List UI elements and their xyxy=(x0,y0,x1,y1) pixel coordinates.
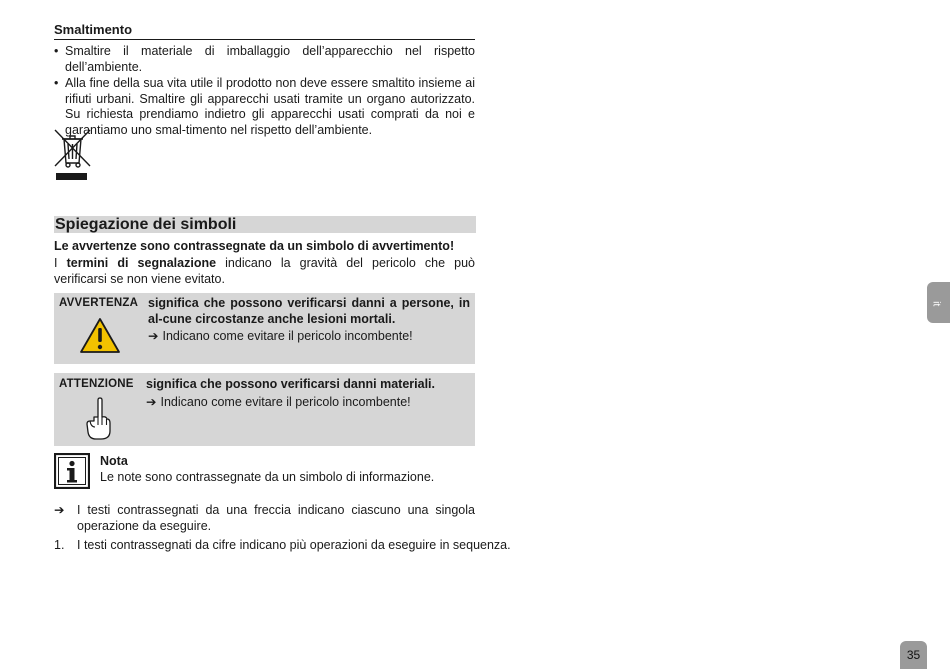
disposal-list xyxy=(54,44,475,139)
list-item: • Alla fine della sua vita utile il prodotto non deve essere smaltito insieme ai rifiuti urbani. Smaltire gli apparecchi usati tramite un organo autorizzato. Su richiesta prendiamo indietro gli apparecchi usati comprati da noi e garantiamo uno smal-timento nel rispetto dell’ambiente. xyxy=(54,76,475,138)
caution-label: ATTENZIONE xyxy=(59,378,134,390)
warning-text: significa che possono verificarsi danni a persone, in al-cune circostanze anche lesioni mortali. xyxy=(148,296,470,326)
caution-instruction-text: Indicano come evitare il pericolo incombente! xyxy=(160,394,411,409)
warning-label: AVVERTENZA xyxy=(59,297,139,309)
arrow-icon: ➔ xyxy=(54,503,65,517)
warning-heading: Le avvertenze sono contrassegnate da un simbolo di avvertimento! xyxy=(54,239,455,253)
arrow-icon: ➔ xyxy=(148,329,159,343)
section-title: Spiegazione dei simboli xyxy=(54,216,476,233)
warning-instruction xyxy=(148,329,470,345)
step-text: I testi contrassegnati da cifre indicano più operazioni da eseguire in sequenza. xyxy=(77,538,511,552)
language-tab[interactable] xyxy=(927,282,950,323)
signal-prefix: I xyxy=(54,256,67,270)
page-number: 35 xyxy=(900,641,927,669)
list-item xyxy=(54,538,511,554)
info-icon xyxy=(54,453,90,489)
step-text: I testi contrassegnati da una freccia indicano ciascuno una singola operazione da eseguire. xyxy=(77,503,475,533)
signal-words-text xyxy=(54,256,475,287)
arrow-icon: ➔ xyxy=(146,394,157,409)
language-label: it xyxy=(930,301,942,307)
caution-instruction xyxy=(146,395,468,411)
list-item: • Smaltire il materiale di imballaggio dell’apparecchio nel rispetto dell’ambiente. xyxy=(54,44,475,75)
raised-finger-hand-icon xyxy=(85,397,113,441)
warning-instruction-text: Indicano come evitare il pericolo incombente! xyxy=(162,329,413,343)
warning-box xyxy=(54,293,475,364)
list-item xyxy=(54,503,475,534)
step-number: 1. xyxy=(54,538,65,552)
signal-rest: indicano la gravità del pericolo che può verificarsi se non viene evitato. xyxy=(54,256,476,286)
caution-text: significa che possono verificarsi danni materiali. xyxy=(146,377,435,391)
note-title: Nota xyxy=(100,454,128,468)
weee-crossed-bin-icon xyxy=(54,129,91,181)
caution-box xyxy=(54,373,475,446)
signal-bold: termini di segnalazione xyxy=(66,256,217,270)
warning-triangle-icon xyxy=(79,317,121,354)
note-text: Le note sono contrassegnate da un simbolo di informazione. xyxy=(100,470,435,484)
disposal-heading: Smaltimento xyxy=(54,22,475,40)
